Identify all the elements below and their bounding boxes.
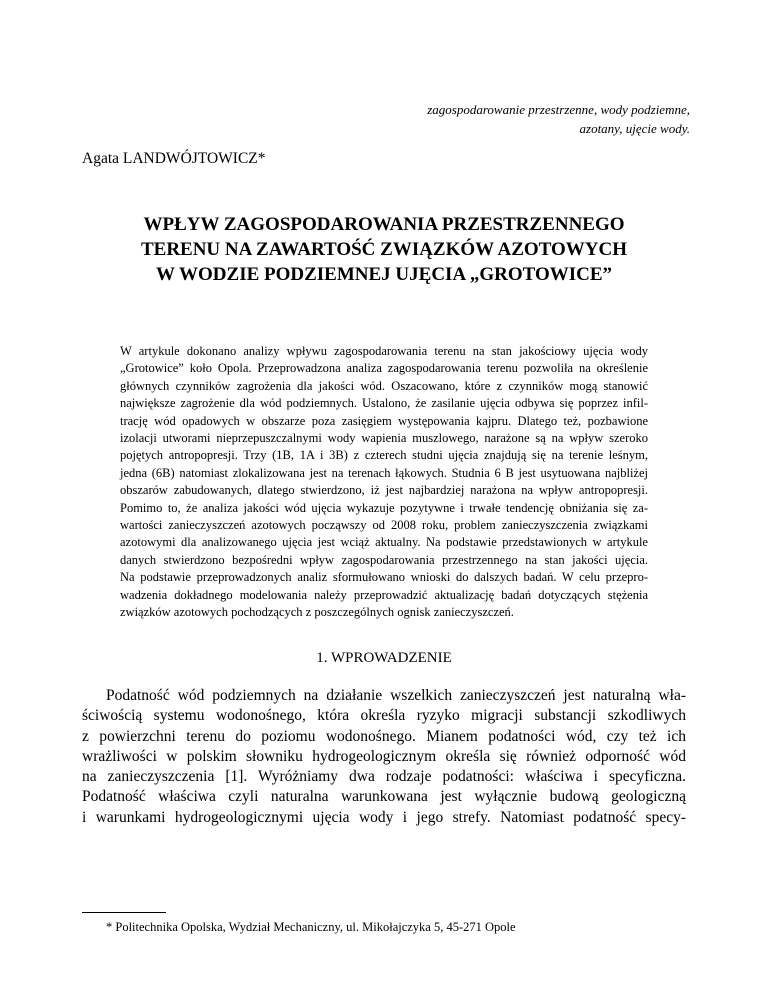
abstract-line: trację wód opadowych w obszarze poza zasięgiem występowania kajpru. Dlatego też, pozbawione bbox=[120, 413, 648, 428]
abstract-line: izolacji utworami nieprzepuszczalnymi wody wapienia muszlowego, narażone są na wpływ szeroko bbox=[120, 431, 648, 446]
footnote-divider bbox=[82, 912, 166, 913]
body-paragraph bbox=[82, 686, 686, 828]
title-line: WPŁYW ZAGOSPODAROWANIA PRZESTRZENNEGO bbox=[143, 214, 625, 235]
body-line: na zanieczyszczenia [1]. Wyróżniamy dwa rodzaje podatności: właściwa i specyficzna. bbox=[82, 768, 686, 786]
keywords-line: azotany, ujęcie wody. bbox=[579, 121, 690, 136]
abstract-line: związków azotowych pochodzących z poszczególnych ognisk zanieczyszczeń. bbox=[120, 605, 514, 620]
abstract-line: wartości zanieczyszczeń azotowych począwszy od 2008 roku, problem zanieczyszczenia związkami bbox=[120, 518, 648, 533]
section-heading: 1. WPROWADZENIE bbox=[316, 650, 452, 666]
body-line: i warunkami hydrogeologicznymi ujęcia wody i jego strefy. Natomiast podatność specy- bbox=[82, 808, 686, 826]
body-line: Podatność właściwa czyli naturalna warunkowana jest wyłącznie budową geologiczną bbox=[82, 788, 686, 806]
abstract-line: pojętych antropopresji. Trzy (1B, 1A i 3B) z czterech studni ujęcia znajdują się na terenie leśnym, bbox=[120, 448, 648, 463]
body-line: wrażliwości w polskim słowniku hydrogeologicznym określa się również odporność wód bbox=[82, 747, 686, 765]
abstract-line: jedna (6B) natomiast zlokalizowana jest na terenach łąkowych. Studnia 6 B jest usytuowana najbliżej bbox=[120, 465, 648, 480]
abstract-line: głównych czynników zagrożenia dla jakości wód. Oszacowano, które z czynników mogą stanowić bbox=[120, 378, 648, 393]
body-line: Podatność wód podziemnych na działanie wszelkich zanieczyszczeń jest naturalną wła- bbox=[106, 687, 686, 704]
author-name: Agata LANDWÓJTOWICZ* bbox=[82, 150, 266, 167]
abstract-line: obszarów zabudowanych, dlatego stwierdzono, iż jest najbardziej narażona na wpływ antropopresji. bbox=[120, 483, 648, 498]
abstract-line: Pomimo to, że analiza jakości wód ujęcia wykazuje pozytywne i trwałe tendencję obniżania się za- bbox=[120, 500, 648, 515]
body-line: z powierzchni terenu do poziomu wodonośnego. Mianem podatności wód, czy też ich bbox=[82, 727, 686, 745]
footnote-affiliation: * Politechnika Opolska, Wydział Mechaniczny, ul. Mikołajczyka 5, 45-271 Opole bbox=[106, 920, 516, 934]
abstract-line: W artykule dokonano analizy wpływu zagospodarowania terenu na stan jakościowy ujęcia wody bbox=[120, 344, 648, 358]
body-line: ściwością systemu wodonośnego, która określa ryzyko migracji substancji szkodliwych bbox=[82, 707, 686, 725]
abstract-line: Na podstawie przeprowadzonych analiz sformułowano wnioski do dalszych badań. W celu przepro- bbox=[120, 570, 648, 585]
abstract-line: wadzenia dokładnego modelowania należy przeprowadzić aktualizację badań dotyczących stężenia bbox=[120, 587, 648, 602]
abstract-line: danych stwierdzono bezpośredni wpływ zagospodarowania przestrzennego na stan jakości ujęcia. bbox=[120, 552, 648, 567]
abstract-line: największe zagrożenie dla wód podziemnych. Ustalono, że zasilanie ujęcia odbywa się poprzez infil- bbox=[120, 396, 648, 411]
abstract bbox=[120, 343, 648, 622]
paper-title bbox=[82, 212, 686, 287]
title-line: TERENU NA ZAWARTOŚĆ ZWIĄZKÓW AZOTOWYCH bbox=[140, 239, 628, 260]
title-line: W WODZIE PODZIEMNEJ UJĘCIA „GROTOWICE” bbox=[155, 264, 613, 285]
abstract-line: azotowymi dla analizowanego ujęcia jest wciąż aktualny. Na podstawie przedstawionych w artykule bbox=[120, 535, 648, 550]
abstract-line: „Grotowice” koło Opola. Przeprowadzona analiza zagospodarowania terenu pozwoliła na określenie bbox=[120, 361, 648, 376]
keywords-line: zagospodarowanie przestrzenne, wody podziemne, bbox=[427, 102, 690, 117]
keywords bbox=[290, 100, 690, 138]
